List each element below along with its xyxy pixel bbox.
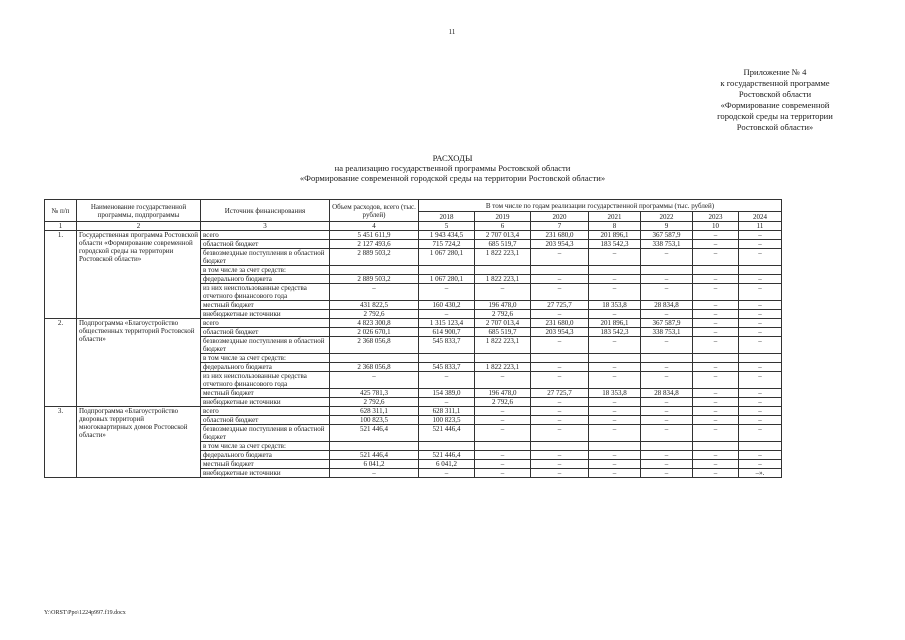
year-value: –: [475, 284, 531, 301]
appendix-line: «Формирование современной: [720, 100, 830, 110]
year-value: [641, 442, 693, 451]
year-value: [641, 354, 693, 363]
year-value: 6 041,2: [419, 460, 475, 469]
row-number: 2.: [45, 319, 77, 407]
column-number: 3: [201, 222, 330, 231]
year-value: –: [531, 284, 589, 301]
total-value: 2 026 670,1: [330, 328, 419, 337]
year-value: [531, 442, 589, 451]
year-value: –: [739, 275, 782, 284]
funding-source: из них неиспользованные средства отчетного финансового года: [201, 372, 330, 389]
year-value: –: [531, 469, 589, 478]
year-value: 201 896,1: [589, 231, 641, 240]
year-value: –: [531, 363, 589, 372]
year-value: 27 725,7: [531, 301, 589, 310]
year-value: –: [641, 310, 693, 319]
row-number: 1.: [45, 231, 77, 319]
year-value: 18 353,8: [589, 301, 641, 310]
table-row: [45, 319, 782, 328]
year-value: [589, 354, 641, 363]
year-value: –: [693, 425, 739, 442]
year-value: –: [693, 451, 739, 460]
funding-source: местный бюджет: [201, 301, 330, 310]
year-value: –: [641, 337, 693, 354]
year-value: –: [739, 337, 782, 354]
header-volume: Объем расходов, всего (тыс. рублей): [330, 200, 419, 222]
year-value: –: [739, 451, 782, 460]
total-value: 2 127 493,6: [330, 240, 419, 249]
year-value: 160 430,2: [419, 301, 475, 310]
year-value: –: [739, 328, 782, 337]
column-number: 6: [475, 222, 531, 231]
year-value: –: [693, 301, 739, 310]
year-value: 231 680,0: [531, 231, 589, 240]
year-value: 367 587,9: [641, 231, 693, 240]
year-value: –: [693, 310, 739, 319]
year-value: –: [641, 416, 693, 425]
year-value: –: [739, 407, 782, 416]
year-value: 183 542,3: [589, 240, 641, 249]
column-number: 5: [419, 222, 475, 231]
year-value: 18 353,8: [589, 389, 641, 398]
funding-source: областной бюджет: [201, 240, 330, 249]
year-value: –: [641, 460, 693, 469]
year-value: –: [589, 460, 641, 469]
column-number: 1: [45, 222, 77, 231]
year-value: –: [589, 284, 641, 301]
year-value: –: [739, 425, 782, 442]
header-year: 2024: [739, 212, 782, 222]
year-value: 545 833,7: [419, 363, 475, 372]
total-value: 100 823,5: [330, 416, 419, 425]
program-name: Подпрограмма «Благоустройство общественных территорий Ростовской области»: [77, 319, 201, 407]
year-value: 203 954,3: [531, 328, 589, 337]
year-value: –: [589, 372, 641, 389]
funding-source: безвозмездные поступления в областной бюджет: [201, 337, 330, 354]
year-value: 367 587,9: [641, 319, 693, 328]
appendix-line: Ростовской области»: [736, 122, 814, 132]
funding-source: безвозмездные поступления в областной бюджет: [201, 425, 330, 442]
total-value: 2 889 503,2: [330, 275, 419, 284]
year-value: –: [739, 249, 782, 266]
year-value: [419, 266, 475, 275]
year-value: –: [589, 249, 641, 266]
year-value: –: [739, 398, 782, 407]
year-value: –».: [739, 469, 782, 478]
year-value: 2 707 013,4: [475, 319, 531, 328]
year-value: 2 792,6: [475, 398, 531, 407]
year-value: –: [739, 416, 782, 425]
year-value: –: [693, 240, 739, 249]
year-value: –: [693, 460, 739, 469]
year-value: 1 822 223,1: [475, 275, 531, 284]
footer-file-path: Y:\ORST\Ppo\1224p997.f19.docx: [44, 610, 126, 616]
year-value: –: [589, 425, 641, 442]
year-value: [693, 442, 739, 451]
year-value: [419, 442, 475, 451]
year-value: 201 896,1: [589, 319, 641, 328]
year-value: [739, 442, 782, 451]
year-value: –: [693, 389, 739, 398]
year-value: –: [693, 398, 739, 407]
year-value: –: [531, 310, 589, 319]
year-value: –: [531, 460, 589, 469]
table-row: [45, 407, 782, 416]
year-value: –: [531, 337, 589, 354]
header-year: 2019: [475, 212, 531, 222]
funding-source: федерального бюджета: [201, 275, 330, 284]
year-value: 183 542,3: [589, 328, 641, 337]
header-year: 2023: [693, 212, 739, 222]
row-number: 3.: [45, 407, 77, 478]
year-value: –: [641, 372, 693, 389]
year-value: –: [641, 398, 693, 407]
year-value: 1 822 223,1: [475, 363, 531, 372]
year-value: –: [739, 372, 782, 389]
year-value: –: [475, 407, 531, 416]
header-year: 2022: [641, 212, 693, 222]
funding-source: местный бюджет: [201, 389, 330, 398]
year-value: 231 680,0: [531, 319, 589, 328]
year-value: 685 519,7: [475, 328, 531, 337]
funding-source: в том числе за счет средств:: [201, 354, 330, 363]
funding-source: внебюджетные источники: [201, 398, 330, 407]
year-value: 2 707 013,4: [475, 231, 531, 240]
title-heading: РАСХОДЫ: [432, 153, 473, 163]
year-value: –: [641, 407, 693, 416]
column-number: 9: [641, 222, 693, 231]
year-value: –: [693, 284, 739, 301]
funding-source: областной бюджет: [201, 416, 330, 425]
total-value: [330, 266, 419, 275]
year-value: –: [589, 363, 641, 372]
total-value: [330, 442, 419, 451]
total-value: –: [330, 469, 419, 478]
year-value: –: [739, 240, 782, 249]
year-value: –: [739, 319, 782, 328]
year-value: 1 943 434,5: [419, 231, 475, 240]
total-value: 4 823 300,8: [330, 319, 419, 328]
year-value: –: [693, 372, 739, 389]
column-number: 10: [693, 222, 739, 231]
total-value: 2 368 056,8: [330, 337, 419, 354]
year-value: –: [641, 275, 693, 284]
year-value: –: [475, 425, 531, 442]
year-value: 338 753,1: [641, 328, 693, 337]
year-value: [475, 442, 531, 451]
funding-source: в том числе за счет средств:: [201, 266, 330, 275]
year-value: –: [531, 407, 589, 416]
year-value: –: [693, 363, 739, 372]
year-value: –: [739, 363, 782, 372]
year-value: 521 446,4: [419, 451, 475, 460]
year-value: –: [475, 460, 531, 469]
year-value: –: [641, 249, 693, 266]
total-value: 2 889 503,2: [330, 249, 419, 266]
header-year: 2020: [531, 212, 589, 222]
year-value: [693, 354, 739, 363]
year-value: –: [641, 451, 693, 460]
year-value: –: [693, 469, 739, 478]
year-value: 203 954,3: [531, 240, 589, 249]
column-number: 11: [739, 222, 782, 231]
year-value: –: [531, 425, 589, 442]
total-value: 521 446,4: [330, 425, 419, 442]
year-value: 1 067 280,1: [419, 275, 475, 284]
header-num: № п/п: [45, 200, 77, 222]
year-value: –: [641, 363, 693, 372]
year-value: –: [531, 451, 589, 460]
header-years-group: В том числе по годам реализации государственной программы (тыс. рублей): [419, 200, 782, 212]
year-value: –: [739, 310, 782, 319]
year-value: [531, 354, 589, 363]
year-value: –: [693, 416, 739, 425]
column-number-row: [45, 222, 782, 231]
year-value: –: [419, 469, 475, 478]
year-value: 28 834,8: [641, 389, 693, 398]
column-number: 2: [77, 222, 201, 231]
expenses-table: [44, 199, 782, 478]
total-value: 2 792,6: [330, 310, 419, 319]
appendix-line: Приложение № 4: [743, 67, 807, 77]
total-value: 5 451 611,9: [330, 231, 419, 240]
year-value: –: [739, 301, 782, 310]
funding-source: в том числе за счет средств:: [201, 442, 330, 451]
year-value: –: [531, 249, 589, 266]
year-value: –: [739, 284, 782, 301]
year-value: –: [589, 275, 641, 284]
year-value: 1 822 223,1: [475, 337, 531, 354]
funding-source: федерального бюджета: [201, 451, 330, 460]
funding-source: из них неиспользованные средства отчетного финансового года: [201, 284, 330, 301]
program-name: Государственная программа Ростовской области «Формирование современной городской среды на территории Ростовской области»: [77, 231, 201, 319]
year-value: [589, 266, 641, 275]
year-value: –: [589, 469, 641, 478]
year-value: 2 792,6: [475, 310, 531, 319]
total-value: 425 781,3: [330, 389, 419, 398]
page-number: 11: [448, 28, 456, 36]
funding-source: всего: [201, 319, 330, 328]
funding-source: внебюджетные источники: [201, 469, 330, 478]
year-value: [641, 266, 693, 275]
year-value: 28 834,8: [641, 301, 693, 310]
title-line: на реализацию государственной программы Ростовской области: [334, 163, 571, 173]
year-value: 545 833,7: [419, 337, 475, 354]
total-value: 2 368 056,8: [330, 363, 419, 372]
year-value: –: [475, 416, 531, 425]
year-value: –: [419, 310, 475, 319]
total-value: 431 822,5: [330, 301, 419, 310]
column-number: 8: [589, 222, 641, 231]
year-value: [589, 442, 641, 451]
year-value: –: [475, 469, 531, 478]
year-value: [475, 354, 531, 363]
year-value: –: [693, 407, 739, 416]
year-value: –: [693, 328, 739, 337]
year-value: –: [693, 231, 739, 240]
header-name: Наименование государственной программы, подпрограммы: [77, 200, 201, 222]
appendix-line: к государственной программе: [720, 78, 830, 88]
year-value: 154 389,0: [419, 389, 475, 398]
year-value: –: [531, 398, 589, 407]
year-value: [739, 354, 782, 363]
total-value: 2 792,6: [330, 398, 419, 407]
year-value: [475, 266, 531, 275]
year-value: 196 478,0: [475, 389, 531, 398]
funding-source: безвозмездные поступления в областной бюджет: [201, 249, 330, 266]
year-value: [739, 266, 782, 275]
year-value: 196 478,0: [475, 301, 531, 310]
year-value: –: [531, 416, 589, 425]
year-value: [419, 354, 475, 363]
year-value: 715 724,2: [419, 240, 475, 249]
appendix-line: городской среды на территории: [717, 111, 833, 121]
year-value: 614 900,7: [419, 328, 475, 337]
year-value: 1 822 223,1: [475, 249, 531, 266]
funding-source: местный бюджет: [201, 460, 330, 469]
year-value: –: [693, 249, 739, 266]
year-value: –: [739, 231, 782, 240]
year-value: –: [531, 275, 589, 284]
year-value: 338 753,1: [641, 240, 693, 249]
funding-source: всего: [201, 231, 330, 240]
year-value: –: [475, 451, 531, 460]
year-value: 1 315 123,4: [419, 319, 475, 328]
year-value: –: [641, 469, 693, 478]
year-value: [531, 266, 589, 275]
header-source: Источник финансирования: [201, 200, 330, 222]
funding-source: областной бюджет: [201, 328, 330, 337]
year-value: –: [475, 372, 531, 389]
funding-source: федерального бюджета: [201, 363, 330, 372]
year-value: –: [693, 319, 739, 328]
program-name: Подпрограмма «Благоустройство дворовых территорий многоквартирных домов Ростовской области»: [77, 407, 201, 478]
year-value: –: [589, 398, 641, 407]
title-line: «Формирование современной городской среды на территории Ростовской области»: [299, 173, 606, 183]
year-value: 685 519,7: [475, 240, 531, 249]
year-value: 628 311,1: [419, 407, 475, 416]
year-value: –: [419, 398, 475, 407]
document-title: [200, 153, 705, 183]
appendix-note: [690, 67, 860, 133]
total-value: 521 446,4: [330, 451, 419, 460]
funding-source: внебюджетные источники: [201, 310, 330, 319]
total-value: 628 311,1: [330, 407, 419, 416]
appendix-line: Ростовской области: [738, 89, 812, 99]
year-value: 1 067 280,1: [419, 249, 475, 266]
year-value: 521 446,4: [419, 425, 475, 442]
column-number: 7: [531, 222, 589, 231]
year-value: –: [739, 460, 782, 469]
header-year: 2021: [589, 212, 641, 222]
year-value: –: [693, 337, 739, 354]
year-value: 27 725,7: [531, 389, 589, 398]
total-value: –: [330, 372, 419, 389]
header-year: 2018: [419, 212, 475, 222]
table-row: [45, 231, 782, 240]
year-value: –: [641, 284, 693, 301]
total-value: –: [330, 284, 419, 301]
year-value: –: [589, 310, 641, 319]
year-value: –: [531, 372, 589, 389]
year-value: –: [589, 337, 641, 354]
year-value: 100 823,5: [419, 416, 475, 425]
year-value: –: [693, 275, 739, 284]
year-value: –: [419, 284, 475, 301]
funding-source: всего: [201, 407, 330, 416]
total-value: [330, 354, 419, 363]
year-value: –: [739, 389, 782, 398]
column-number: 4: [330, 222, 419, 231]
year-value: –: [419, 372, 475, 389]
year-value: –: [589, 416, 641, 425]
year-value: –: [589, 407, 641, 416]
year-value: –: [589, 451, 641, 460]
total-value: 6 041,2: [330, 460, 419, 469]
year-value: –: [641, 425, 693, 442]
year-value: [693, 266, 739, 275]
